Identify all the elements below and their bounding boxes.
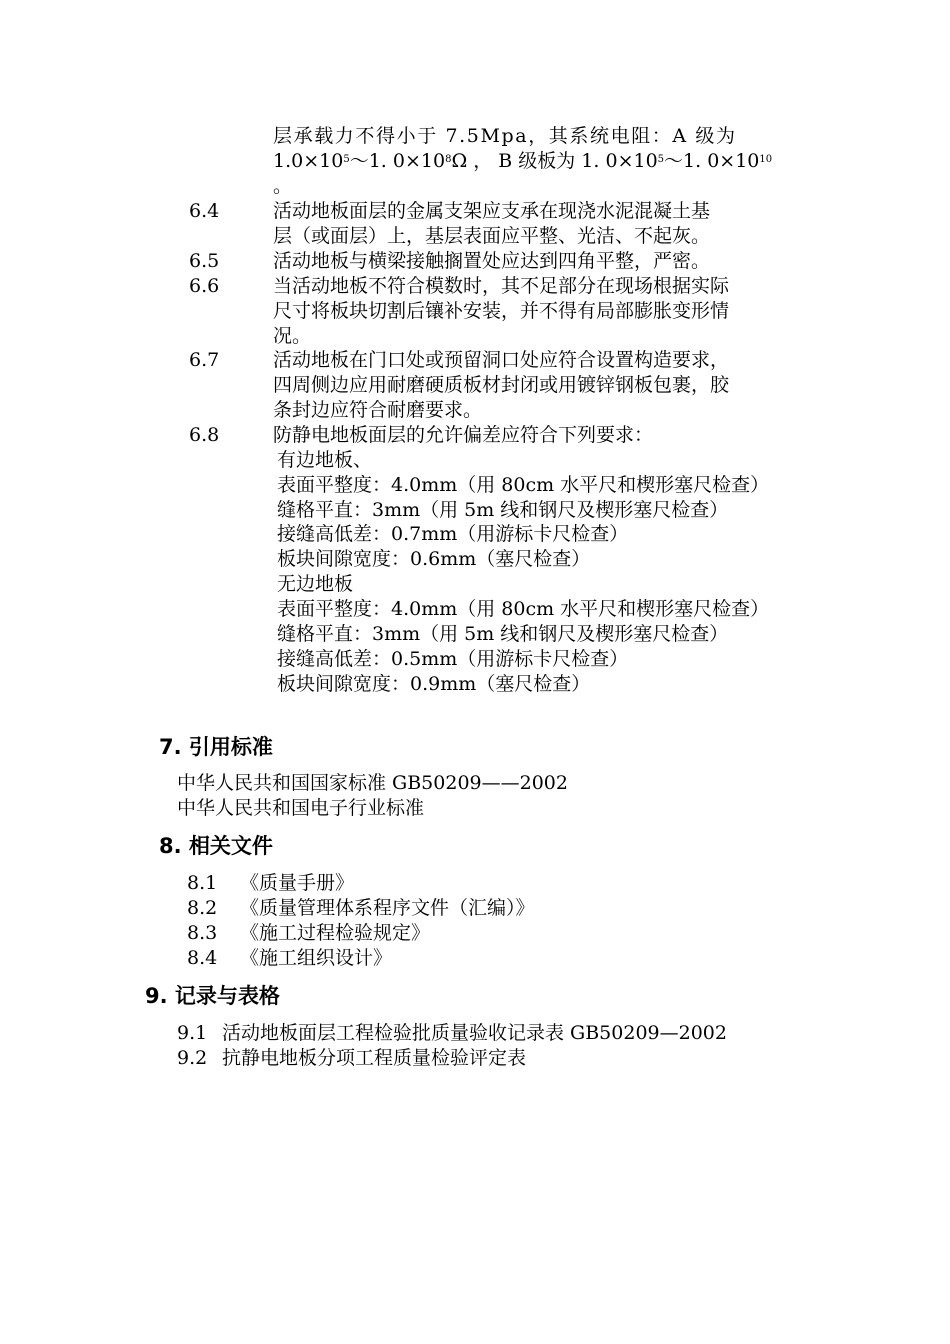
tolerance-line: 缝格平直：3mm（用 5m 线和钢尺及楔形塞尺检查） bbox=[277, 499, 729, 521]
doc-title: 《施工组织设计》 bbox=[240, 947, 393, 969]
doc-title: 《质量管理体系程序文件（汇编）》 bbox=[240, 897, 535, 919]
superscript: 8 bbox=[445, 154, 452, 165]
doc-number: 8.3 bbox=[187, 922, 218, 944]
paragraph-line: 层（或面层）上，基层表面应平整、光洁、不起灰。 bbox=[273, 225, 711, 247]
tolerance-line: 表面平整度：4.0mm（用 80cm 水平尺和楔形塞尺检查） bbox=[277, 474, 770, 496]
doc-title: 《施工过程检验规定》 bbox=[240, 922, 431, 944]
text-fragment: Ω ， B 级板为 1. 0×10 bbox=[451, 150, 658, 172]
text-fragment: ～1. 0×10 bbox=[349, 150, 446, 172]
paragraph-line: 尺寸将板块切割后镶补安装，并不得有局部膨胀变形情 bbox=[273, 300, 730, 322]
paragraph-line: 。 bbox=[273, 175, 293, 197]
reference-line: 中华人民共和国电子行业标准 bbox=[177, 797, 425, 819]
text-fragment: 1.0×10 bbox=[273, 150, 344, 172]
tolerance-line: 表面平整度：4.0mm（用 80cm 水平尺和楔形塞尺检查） bbox=[277, 598, 770, 620]
item-number: 6.4 bbox=[189, 200, 220, 222]
paragraph-line: 况。 bbox=[273, 325, 312, 347]
paragraph-line: 防静电地板面层的允许偏差应符合下列要求： bbox=[273, 424, 654, 446]
superscript: 5 bbox=[343, 154, 350, 165]
paragraph-line: 当活动地板不符合模数时，其不足部分在现场根据实际 bbox=[273, 275, 730, 297]
superscript: 10 bbox=[759, 154, 773, 165]
tolerance-line: 板块间隙宽度：0.9mm（塞尺检查） bbox=[277, 673, 591, 695]
section-heading-8: 8. 相关文件 bbox=[159, 834, 273, 858]
paragraph-line: 四周侧边应用耐磨硬质板材封闭或用镀锌钢板包裹，胶 bbox=[273, 374, 730, 396]
record-number: 9.1 bbox=[177, 1022, 208, 1044]
paragraph-line: 活动地板面层的金属支架应支承在现浇水泥混凝土基 bbox=[273, 200, 711, 222]
record-number: 9.2 bbox=[177, 1047, 208, 1069]
doc-number: 8.4 bbox=[187, 947, 218, 969]
item-number: 6.5 bbox=[189, 250, 220, 272]
tolerance-line: 有边地板、 bbox=[277, 449, 373, 471]
tolerance-line: 接缝高低差：0.5mm（用游标卡尺检查） bbox=[277, 648, 629, 670]
item-number: 6.7 bbox=[189, 349, 220, 371]
tolerance-line: 接缝高低差：0.7mm（用游标卡尺检查） bbox=[277, 523, 629, 545]
item-number: 6.6 bbox=[189, 275, 220, 297]
item-number: 6.8 bbox=[189, 424, 220, 446]
doc-number: 8.2 bbox=[187, 897, 218, 919]
section-heading-9: 9. 记录与表格 bbox=[145, 984, 280, 1008]
superscript: 5 bbox=[657, 154, 665, 165]
paragraph-line: 条封边应符合耐磨要求。 bbox=[273, 399, 483, 421]
reference-line: 中华人民共和国国家标准 GB50209——2002 bbox=[177, 772, 568, 794]
tolerance-line: 板块间隙宽度：0.6mm（塞尺检查） bbox=[277, 548, 591, 570]
doc-number: 8.1 bbox=[187, 872, 218, 894]
tolerance-line: 无边地板 bbox=[277, 573, 354, 595]
paragraph-line: 活动地板与横梁接触搁置处应达到四角平整，严密。 bbox=[273, 250, 711, 272]
paragraph-line: 层承载力不得小于 7.5Mpa，其系统电阻：A 级为 bbox=[273, 125, 737, 147]
doc-title: 《质量手册》 bbox=[240, 872, 355, 894]
section-heading-7: 7. 引用标准 bbox=[159, 735, 273, 759]
tolerance-line: 缝格平直：3mm（用 5m 线和钢尺及楔形塞尺检查） bbox=[277, 623, 729, 645]
text-fragment: ～1. 0×10 bbox=[664, 150, 760, 172]
record-title: 活动地板面层工程检验批质量验收记录表 GB50209—2002 bbox=[222, 1022, 727, 1044]
paragraph-line: 活动地板在门口处或预留洞口处应符合设置构造要求， bbox=[273, 349, 730, 371]
paragraph-line-resistance bbox=[273, 149, 772, 174]
record-title: 抗静电地板分项工程质量检验评定表 bbox=[222, 1047, 527, 1069]
